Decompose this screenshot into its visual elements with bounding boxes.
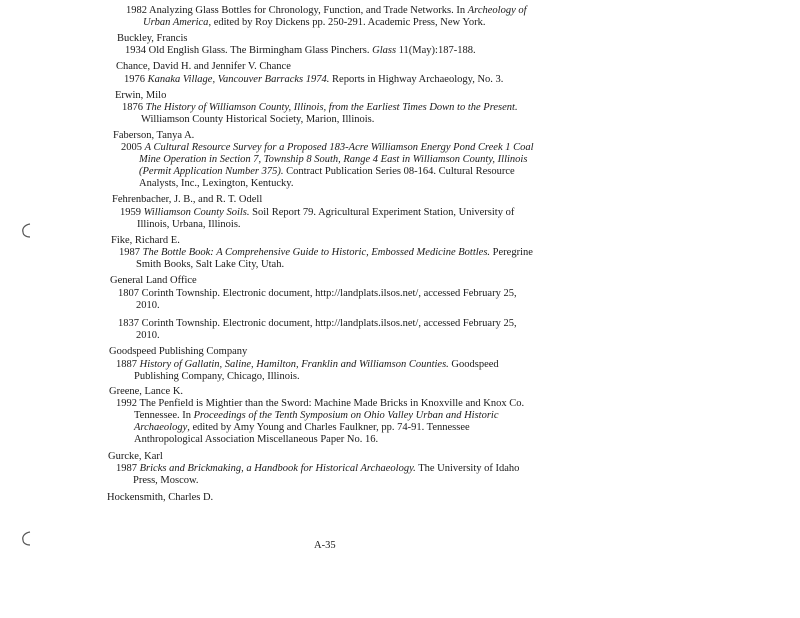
author-name: Hockensmith, Charles D.	[107, 492, 214, 503]
ref-line: 1987 The Bottle Book: A Comprehensive Guide to Historic, Embossed Medicine Bottles. Peregrine	[119, 247, 533, 258]
binder-hole-icon	[20, 222, 34, 240]
page-number: A-35	[314, 540, 336, 551]
ref-line: 1992 The Penfield is Mightier than the Sword: Machine Made Bricks in Knoxville and Knox Co.	[116, 398, 525, 409]
ref-line: Analysts, Inc., Lexington, Kentucky.	[139, 178, 294, 189]
ref-line: 2005 A Cultural Resource Survey for a Proposed 183-Acre Williamson Energy Pond Creek 1 Coal	[121, 142, 534, 153]
author-name: Fehrenbacher, J. B., and R. T. Odell	[112, 194, 263, 205]
ref-line: (Permit Application Number 375). Contract Publication Series 08-164. Cultural Resource	[139, 166, 515, 177]
ref-line: 2010.	[136, 300, 160, 311]
ref-line: Mine Operation in Section 7, Township 8 South, Range 4 East in Williamson County, Illinois	[139, 154, 528, 165]
ref-line: 1982 Analyzing Glass Bottles for Chronology, Function, and Trade Networks. In Archeology of	[126, 5, 527, 16]
ref-line: 1887 History of Gallatin, Saline, Hamilton, Franklin and Williamson Counties. Goodspeed	[116, 359, 499, 370]
ref-line: Publishing Company, Chicago, Illinois.	[134, 371, 300, 382]
author-name: Fike, Richard E.	[111, 235, 180, 246]
ref-line: 1934 Old English Glass. The Birmingham Glass Pinchers. Glass 11(May):187-188.	[125, 45, 476, 56]
author-name: Chance, David H. and Jennifer V. Chance	[116, 61, 291, 72]
author-name: Buckley, Francis	[117, 33, 188, 44]
author-name: Goodspeed Publishing Company	[109, 346, 248, 357]
ref-line: 1976 Kanaka Village, Vancouver Barracks 1974. Reports in Highway Archaeology, No. 3.	[124, 74, 504, 85]
author-name: Gurcke, Karl	[108, 451, 163, 462]
ref-line: Illinois, Urbana, Illinois.	[137, 219, 241, 230]
ref-line: 1837 Corinth Township. Electronic document, http://landplats.ilsos.net/, accessed February 25,	[118, 318, 517, 329]
author-name: Faberson, Tanya A.	[113, 130, 195, 141]
author-name: Erwin, Milo	[115, 90, 167, 101]
ref-line: Archaeology, edited by Amy Young and Charles Faulkner, pp. 74-91. Tennessee	[134, 422, 470, 433]
ref-line: 1807 Corinth Township. Electronic document, http://landplats.ilsos.net/, accessed February 25,	[118, 288, 517, 299]
author-name: Greene, Lance K.	[109, 386, 184, 397]
ref-line: Williamson County Historical Society, Marion, Illinois.	[141, 114, 375, 125]
ref-line: Urban America, edited by Roy Dickens pp. 250-291. Academic Press, New York.	[143, 17, 486, 28]
ref-line: Press, Moscow.	[133, 475, 199, 486]
ref-line: 1876 The History of Williamson County, Illinois, from the Earliest Times Down to the Present.	[122, 102, 518, 113]
author-name: General Land Office	[110, 275, 197, 286]
ref-line: 1959 Williamson County Soils. Soil Report 79. Agricultural Experiment Station, University of	[120, 207, 515, 218]
ref-line: Anthropological Association Miscellaneous Paper No. 16.	[134, 434, 379, 445]
ref-line: Smith Books, Salt Lake City, Utah.	[136, 259, 285, 270]
ref-line: 2010.	[136, 330, 160, 341]
binder-hole-icon	[20, 530, 34, 548]
ref-line: 1987 Bricks and Brickmaking, a Handbook for Historical Archaeology. The University of Idaho	[116, 463, 520, 474]
ref-line: Tennessee. In Proceedings of the Tenth Symposium on Ohio Valley Urban and Historic	[134, 410, 499, 421]
